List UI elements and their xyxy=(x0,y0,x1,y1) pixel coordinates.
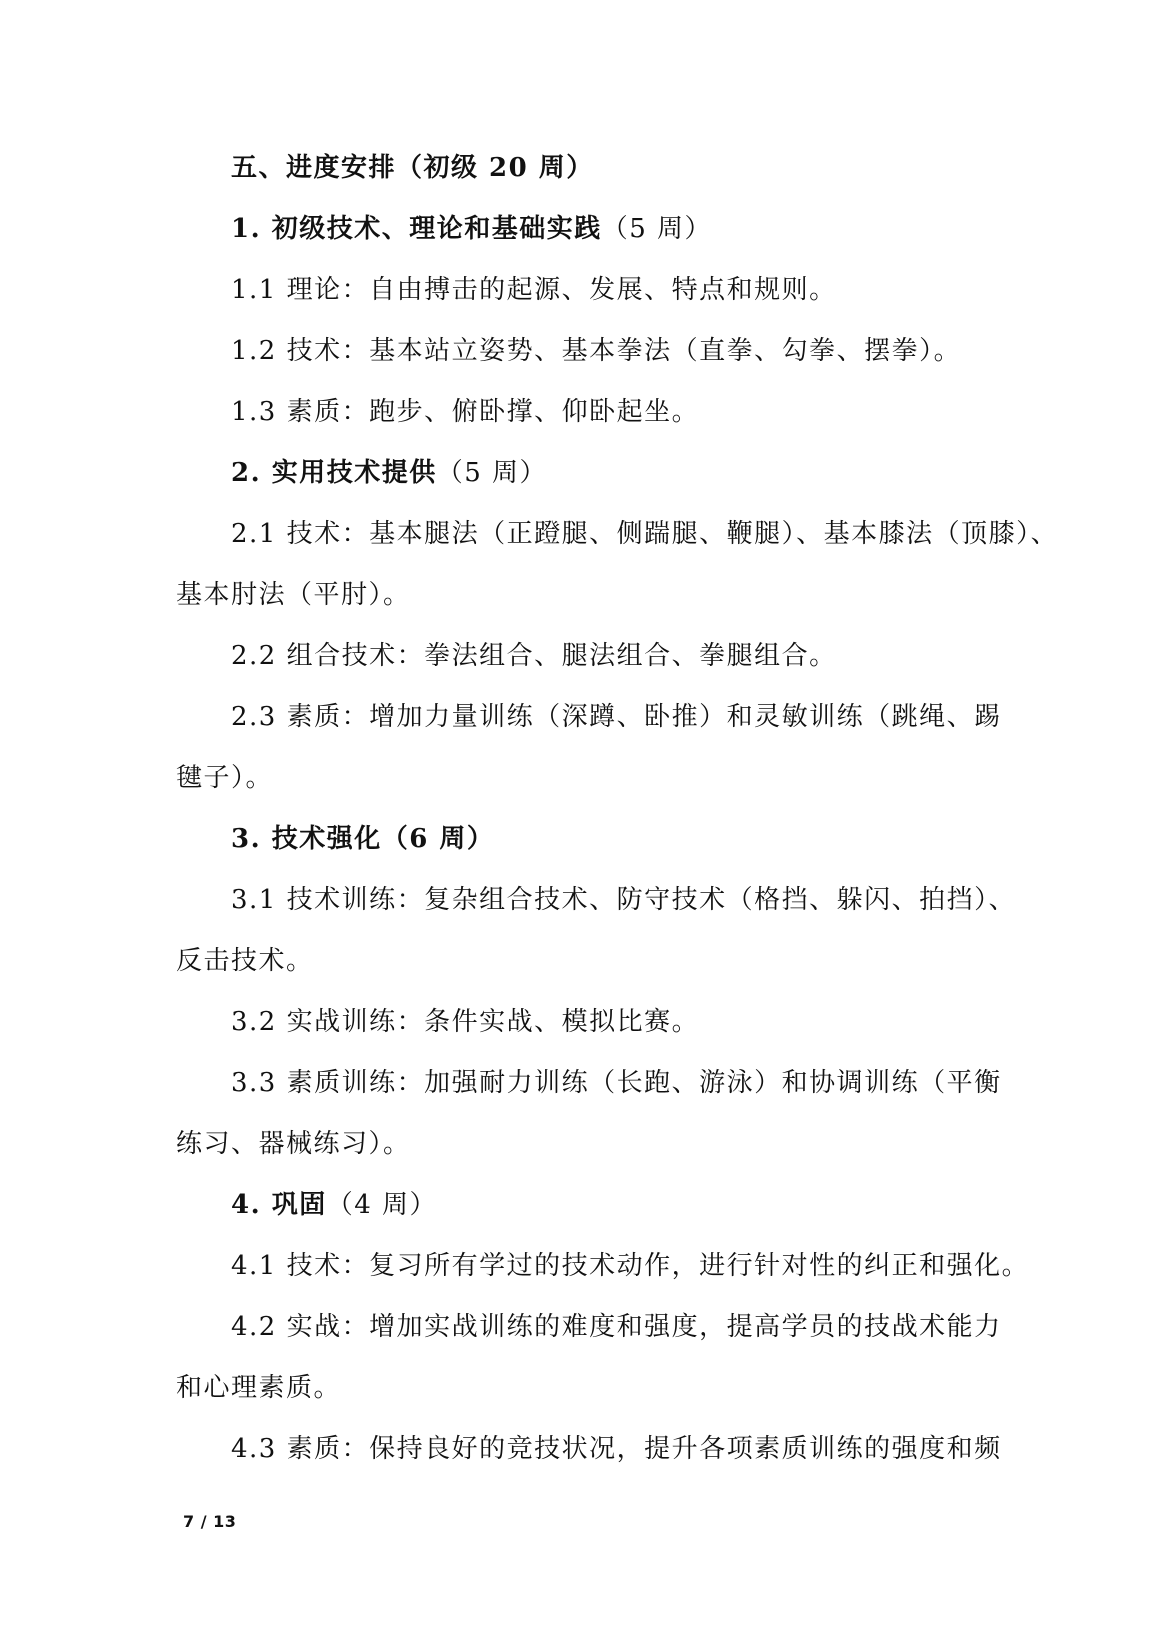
paragraph-line: 和心理素质。 xyxy=(176,1373,342,1403)
paragraph-line: 2.2 组合技术：拳法组合、腿法组合、拳腿组合。 xyxy=(231,641,837,671)
paragraph-line: 4.3 素质：保持良好的竞技状况，提升各项素质训练的强度和频 xyxy=(231,1434,1002,1464)
part-weeks: （4 周） xyxy=(326,1190,438,1220)
page-number: 7 / 13 xyxy=(183,1512,237,1531)
part-weeks: （5 周） xyxy=(601,214,713,244)
part-heading xyxy=(231,211,712,247)
part-heading-text: 1. 初级技术、理论和基础实践 xyxy=(231,214,602,244)
paragraph-line: 毽子）。 xyxy=(176,763,274,793)
paragraph-line: 1.3 素质：跑步、俯卧撑、仰卧起坐。 xyxy=(231,397,700,427)
paragraph-line: 1.2 技术：基本站立姿势、基本拳法（直拳、勾拳、摆拳）。 xyxy=(231,336,962,366)
paragraph-line: 2.1 技术：基本腿法（正蹬腿、侧踹腿、鞭腿）、基本膝法（顶膝）、 xyxy=(231,519,1059,549)
part-heading-text: 3. 技术强化（6 周） xyxy=(231,824,495,854)
part-heading xyxy=(231,455,547,491)
paragraph-line: 2.3 素质：增加力量训练（深蹲、卧推）和灵敏训练（跳绳、踢 xyxy=(231,702,1002,732)
section-title: 五、进度安排（初级 20 周） xyxy=(231,153,594,183)
paragraph-line: 4.2 实战：增加实战训练的难度和强度，提高学员的技战术能力 xyxy=(231,1312,1002,1342)
part-heading xyxy=(231,821,494,857)
part-heading-text: 2. 实用技术提供 xyxy=(231,458,437,488)
paragraph-line: 3.3 素质训练：加强耐力训练（长跑、游泳）和协调训练（平衡 xyxy=(231,1068,1002,1098)
paragraph-line: 3.2 实战训练：条件实战、模拟比赛。 xyxy=(231,1007,700,1037)
part-heading xyxy=(231,1187,437,1223)
part-heading-text: 4. 巩固 xyxy=(231,1190,327,1220)
paragraph-line: 3.1 技术训练：复杂组合技术、防守技术（格挡、躲闪、拍挡）、 xyxy=(231,885,1017,915)
paragraph-line: 反击技术。 xyxy=(176,946,314,976)
paragraph-line: 练习、器械练习）。 xyxy=(176,1129,411,1159)
paragraph-line: 基本肘法（平肘）。 xyxy=(176,580,411,610)
part-weeks: （5 周） xyxy=(436,458,548,488)
paragraph-line: 1.1 理论：自由搏击的起源、发展、特点和规则。 xyxy=(231,275,837,305)
paragraph-line: 4.1 技术：复习所有学过的技术动作，进行针对性的纠正和强化。 xyxy=(231,1251,1030,1281)
